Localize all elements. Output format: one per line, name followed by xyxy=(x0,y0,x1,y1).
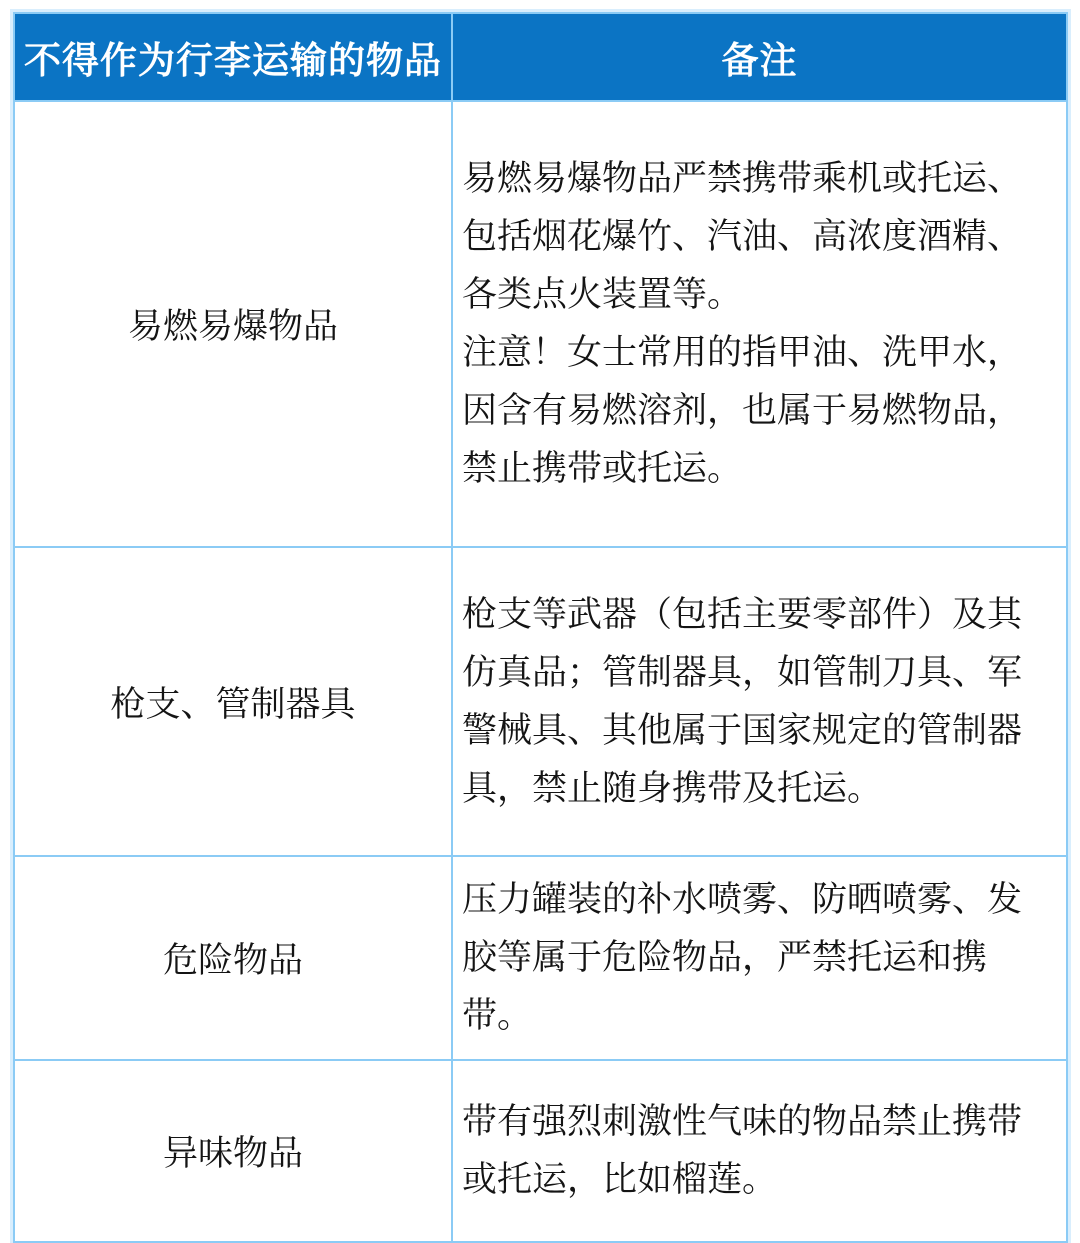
remark-paragraph: 注意！女士常用的指甲油、洗甲水，因含有易燃溶剂，也属于易燃物品，禁止携带或托运。 xyxy=(462,333,1023,488)
remark-cell-odorous-items xyxy=(452,1060,1067,1242)
item-cell-firearms-controlled-instruments: 枪支、管制器具 xyxy=(14,547,452,856)
header-row xyxy=(14,13,1067,101)
remark-cell-flammable-explosive xyxy=(452,101,1067,547)
remark-paragraph: 易燃易爆物品严禁携带乘机或托运、包括烟花爆竹、汽油、高浓度酒精、各类点火装置等。 xyxy=(462,159,1023,314)
remark-paragraph: 枪支等武器（包括主要零部件）及其仿真品；管制器具，如管制刀具、军警械具、其他属于国家规定的管制器具，禁止随身携带及托运。 xyxy=(462,594,1023,808)
item-cell-odorous-items: 异味物品 xyxy=(14,1060,452,1242)
table-row xyxy=(14,547,1067,856)
table-row xyxy=(14,101,1067,547)
table-row xyxy=(14,856,1067,1060)
baggage-restrictions-table xyxy=(13,12,1068,1243)
header-cell-remarks: 备注 xyxy=(452,13,1067,101)
item-cell-flammable-explosive: 易燃易爆物品 xyxy=(14,101,452,547)
remark-paragraph: 带有强烈刺激性气味的物品禁止携带或托运，比如榴莲。 xyxy=(462,1102,1023,1199)
remark-cell-dangerous-goods xyxy=(452,856,1067,1060)
header-cell-prohibited-items: 不得作为行李运输的物品 xyxy=(14,13,452,101)
table-row xyxy=(14,1060,1067,1242)
remark-cell-firearms-controlled-instruments xyxy=(452,547,1067,856)
table-header xyxy=(14,13,1067,101)
item-cell-dangerous-goods: 危险物品 xyxy=(14,856,452,1060)
remark-paragraph: 压力罐装的补水喷雾、防晒喷雾、发胶等属于危险物品，严禁托运和携带。 xyxy=(462,880,1023,1035)
